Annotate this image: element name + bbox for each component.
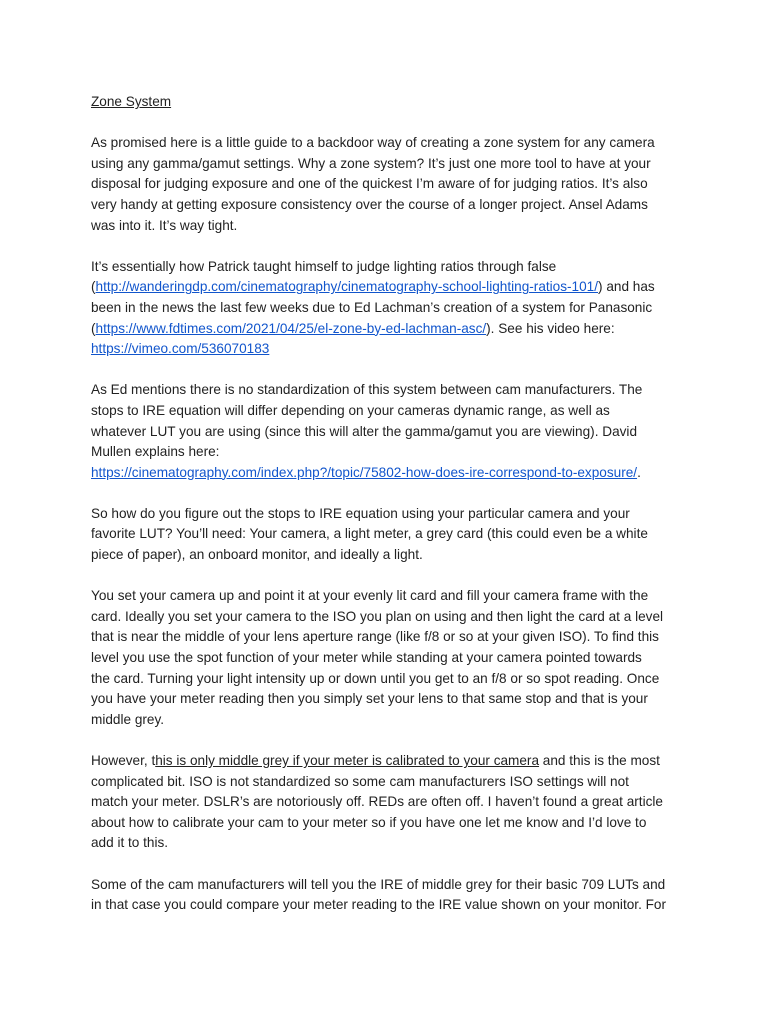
text-line: stops to IRE equation will differ depending on your cameras dynamic range, as well as [91, 402, 610, 418]
text-line: card. Ideally you set your camera to the ISO you plan on using and then light the card at a level [91, 608, 664, 624]
text-line: piece of paper), an onboard monitor, and ideally a light. [91, 547, 423, 563]
underlined-emphasis: his is only middle grey if your meter is calibrated to your camera [155, 753, 540, 768]
text-line: complicated bit. ISO is not standardized so some cam manufacturers ISO settings will not [91, 773, 629, 789]
text-line: You set your camera up and point it at your evenly lit card and fill your camera frame with the [91, 588, 649, 604]
text-line [91, 339, 691, 360]
text-line: whatever LUT you are using (since this will alter the gamma/gamut you are viewing). David [91, 423, 638, 439]
text-fragment: However, t [91, 753, 156, 768]
wanderingdp-link[interactable]: http://wanderingdp.com/cinematography/cinematography-school-lighting-ratios-101/ [95, 279, 599, 295]
text-line: It’s essentially how Patrick taught himself to judge lighting ratios through false [91, 258, 557, 274]
text-line: As promised here is a little guide to a backdoor way of creating a zone system for any camera [91, 135, 655, 151]
text-line [91, 463, 691, 484]
paragraph-intro [91, 133, 691, 236]
text-line [91, 277, 691, 298]
text-line: Some of the cam manufacturers will tell you the IRE of middle grey for their basic 709 LUTs and [91, 876, 666, 892]
text-fragment: . [637, 464, 641, 480]
text-line [91, 319, 691, 340]
text-line: in that case you could compare your meter reading to the IRE value shown on your monitor. For [91, 897, 667, 913]
paragraph-manufacturers [91, 875, 691, 916]
document-page [91, 92, 691, 936]
paragraph-setup [91, 586, 691, 730]
text-line: middle grey. [91, 711, 165, 727]
paragraph-standardization [91, 380, 691, 483]
text-line: the card. Turning your light intensity up or down until you get to an f/8 or so spot reading. Once [91, 670, 660, 686]
paren-open: ( [91, 320, 96, 336]
text-line: disposal for judging exposure and one of the quickest I’m aware of for judging ratios. It’s also [91, 176, 648, 192]
text-line: was into it. It’s way tight. [91, 217, 238, 233]
text-line: Mullen explains here: [91, 444, 220, 460]
document-title: Zone System [91, 94, 172, 109]
text-line: very handy at getting exposure consistency over the course of a longer project. Ansel Adams [91, 196, 648, 212]
paragraph-calibration [91, 751, 691, 854]
text-fragment: ). See his video here: [486, 320, 615, 336]
text-line: As Ed mentions there is no standardization of this system between cam manufacturers. The [91, 382, 643, 398]
text-line: match your meter. DSLR’s are notoriously off. REDs are often off. I haven’t found a great article [91, 794, 663, 810]
text-line: been in the news the last few weeks due to Ed Lachman’s creation of a system for Panasonic [91, 299, 653, 315]
fdtimes-link[interactable]: https://www.fdtimes.com/2021/04/25/el-zone-by-ed-lachman-asc/ [95, 320, 487, 336]
text-line: you have your meter reading then you simply set your lens to that same stop and that is your [91, 691, 648, 707]
text-line: about how to calibrate your cam to your meter so if you have one let me know and I’d love to [91, 814, 647, 830]
paragraph-history [91, 257, 691, 360]
text-line: So how do you figure out the stops to IRE equation using your particular camera and your [91, 505, 630, 521]
text-line: level you use the spot function of your meter while standing at your camera pointed towards [91, 650, 642, 666]
text-line [91, 751, 691, 772]
text-line: add it to this. [91, 835, 169, 851]
text-line: favorite LUT? You’ll need: Your camera, a light meter, a grey card (this could even be a white [91, 526, 648, 542]
vimeo-link[interactable]: https://vimeo.com/536070183 [91, 341, 270, 357]
text-fragment: ) and has [598, 279, 655, 295]
cinematography-forum-link[interactable]: https://cinematography.com/index.php?/topic/75802-how-does-ire-correspond-to-exposure/ [91, 464, 638, 480]
paren-open: ( [91, 279, 96, 295]
text-fragment: and this is the most [539, 753, 660, 768]
text-line: using any gamma/gamut settings. Why a zone system? It’s just one more tool to have at your [91, 155, 651, 171]
paragraph-requirements [91, 504, 691, 566]
text-line: that is near the middle of your lens aperture range (like f/8 or so at your given ISO). To find this [91, 629, 659, 645]
